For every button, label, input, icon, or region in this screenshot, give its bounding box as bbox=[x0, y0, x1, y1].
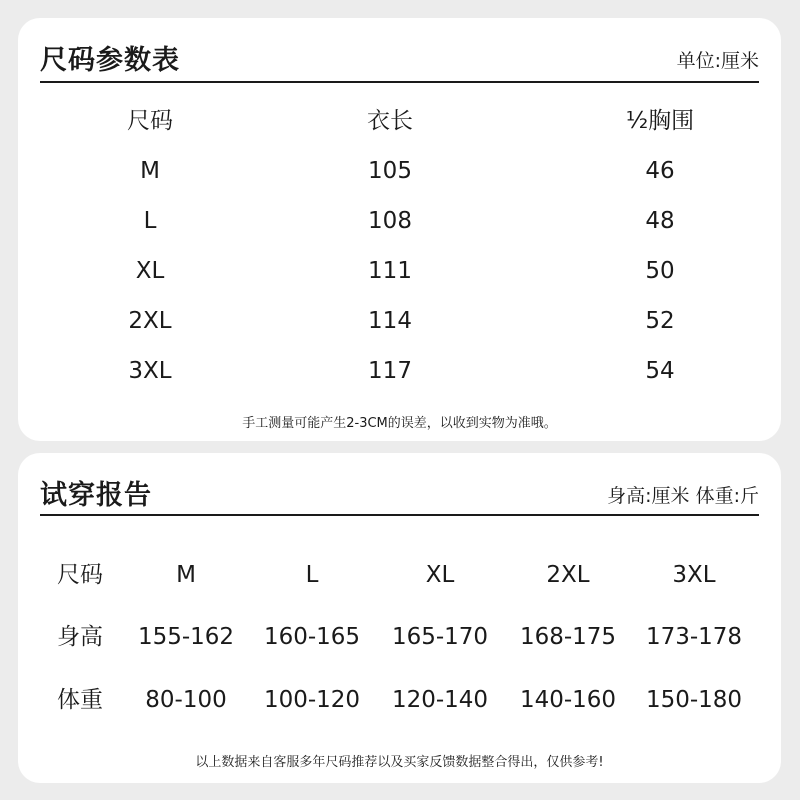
size-chart-cell: 50 bbox=[645, 258, 675, 284]
fit-report-cell: 160-165 bbox=[263, 624, 361, 650]
fit-report-unit: 身高:厘米 体重:斤 bbox=[607, 485, 759, 507]
fit-report-cell: 150-180 bbox=[645, 687, 743, 713]
size-chart-cell: 114 bbox=[368, 308, 412, 334]
size-chart-header-chest: ½胸围 bbox=[625, 108, 695, 134]
fit-report-cell: 173-178 bbox=[645, 624, 743, 650]
fit-report-card bbox=[18, 453, 781, 783]
size-chart-card bbox=[18, 18, 781, 441]
size-chart-cell: XL bbox=[135, 258, 165, 284]
fit-report-cell: 165-170 bbox=[391, 624, 489, 650]
size-chart-cell: L bbox=[143, 208, 157, 234]
size-chart-unit: 单位:厘米 bbox=[676, 50, 759, 72]
fit-report-cell: 3XL bbox=[672, 562, 716, 588]
size-chart-header-length: 衣长 bbox=[367, 108, 413, 134]
fit-report-row-label: 尺码 bbox=[57, 562, 103, 588]
size-chart-cell: 46 bbox=[645, 158, 675, 184]
fit-report-cell: XL bbox=[425, 562, 455, 588]
size-chart-divider bbox=[40, 81, 759, 83]
size-chart-header-size: 尺码 bbox=[127, 108, 173, 134]
fit-report-cell: 155-162 bbox=[137, 624, 235, 650]
fit-report-row-label: 体重 bbox=[57, 687, 103, 713]
fit-report-divider bbox=[40, 514, 759, 516]
fit-report-cell: 140-160 bbox=[519, 687, 617, 713]
size-chart-cell: M bbox=[140, 158, 160, 184]
fit-report-cell: 2XL bbox=[546, 562, 590, 588]
size-chart-cell: 54 bbox=[645, 358, 675, 384]
size-chart-cell: 2XL bbox=[128, 308, 172, 334]
size-chart-note: 手工测量可能产生2-3CM的误差，以收到实物为准哦。 bbox=[242, 416, 557, 431]
fit-report-note: 以上数据来自客服多年尺码推荐以及买家反馈数据整合得出，仅供参考! bbox=[195, 755, 604, 770]
size-chart-cell: 52 bbox=[645, 308, 675, 334]
fit-report-cell: 168-175 bbox=[519, 624, 617, 650]
fit-report-row-label: 身高 bbox=[57, 624, 103, 650]
fit-report-cell: 100-120 bbox=[263, 687, 361, 713]
size-chart-title: 尺码参数表 bbox=[40, 45, 180, 76]
size-chart-cell: 105 bbox=[368, 158, 412, 184]
fit-report-cell: 120-140 bbox=[391, 687, 489, 713]
fit-report-title: 试穿报告 bbox=[40, 480, 152, 511]
size-chart-cell: 48 bbox=[645, 208, 675, 234]
fit-report-cell: L bbox=[305, 562, 319, 588]
size-chart-cell: 108 bbox=[368, 208, 412, 234]
size-chart-cell: 117 bbox=[368, 358, 412, 384]
size-chart-cell: 111 bbox=[368, 258, 412, 284]
size-chart-cell: 3XL bbox=[128, 358, 172, 384]
fit-report-cell: M bbox=[176, 562, 196, 588]
fit-report-cell: 80-100 bbox=[145, 687, 227, 713]
